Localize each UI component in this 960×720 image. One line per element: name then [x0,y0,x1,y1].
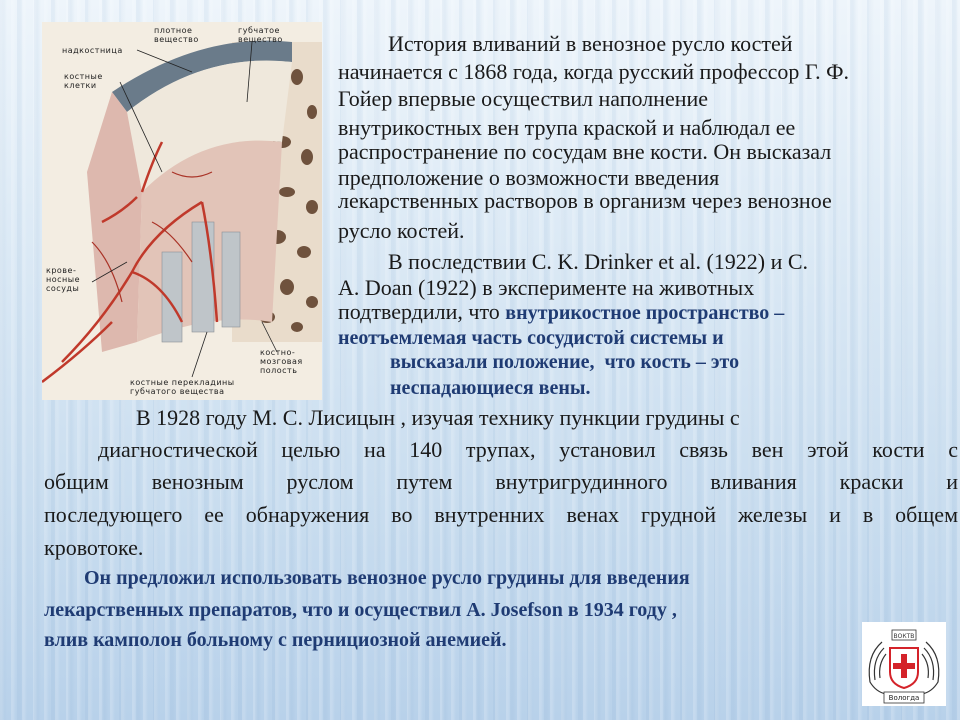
text-line: общим венозным руслом путем внутригрудинного вливания краски и [44,469,958,494]
text-line: последующего ее обнаружения во внутренних венах грудной железы и в общем [44,502,958,527]
text-line: В последствии C. K. Drinker et al. (1922) и C. [388,249,809,274]
highlight-text: неотъемлемая часть сосудистой системы и [338,327,724,349]
text-line: начинается с 1868 года, когда русский профессор Г. Ф. [338,59,850,84]
text-line [338,300,784,325]
text-line: История вливаний в венозное русло костей [388,31,793,56]
text-line: предположение о возможности введения [338,165,720,190]
text-line: кровотоке. [44,535,144,560]
highlight-text: влив камполон больному с пернициозной анемией. [44,629,507,651]
bone-structure-illustration [42,22,322,400]
text-line: A. Doan (1922) в эксперименте на животных [338,275,755,300]
highlight-text: лекарственных препаратов, что и осуществил A. Josefson в 1934 году , [44,599,677,621]
highlight-text: внутрикостное пространство – [505,302,785,324]
text-line: русло костей. [338,218,465,243]
label-compact-bone: плотное вещество [154,26,199,44]
text-line: Гойер впервые осуществил наполнение [338,86,709,111]
label-spongy-bone: губчатое вещество [238,26,283,44]
text-line: лекарственных растворов в организм через венозное [338,188,832,213]
organization-logo [862,622,946,706]
label-blood-vessels: крове- носные сосуды [46,266,80,293]
highlight-text: неспадающиеся вены. [390,377,591,399]
winged-cross-emblem-icon [862,622,946,706]
logo-top-text: ВОКТВ [893,633,915,640]
label-periosteum: надкостница [62,46,123,55]
label-marrow-cavity: костно- мозговая полость [260,348,303,375]
label-bone-cells: костные клетки [64,72,103,90]
highlight-text: высказали положение, что кость – это [390,351,740,373]
plain-text: подтвердили, что [338,299,506,324]
highlight-text: Он предложил использовать венозное русло грудины для введения [84,567,690,589]
text-line: диагностической целью на 140 трупах, установил связь вен этой кости с [98,437,958,462]
label-trabeculae: костные перекладины губчатого вещества [130,378,235,396]
text-line: В 1928 году М. С. Лисицын , изучая технику пункции грудины с [136,405,740,430]
logo-city-text: Вологда [888,694,920,702]
text-line: распространение по сосудам вне кости. Он высказал [338,139,832,164]
text-line: внутрикостных вен трупа краской и наблюдал ее [338,115,796,140]
